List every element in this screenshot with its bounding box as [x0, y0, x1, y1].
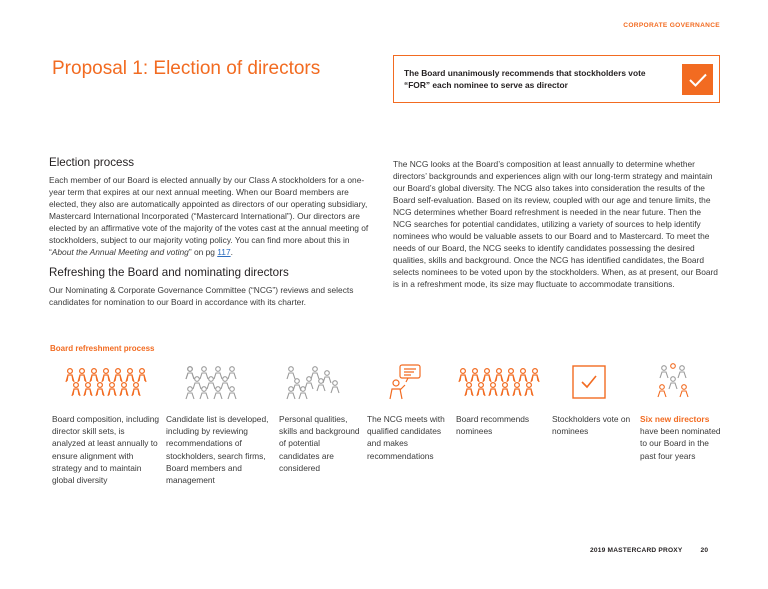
step-7-text: Six new directors have been nominated to our Board in the past four years	[640, 414, 721, 461]
page-title: Proposal 1: Election of directors	[52, 58, 321, 79]
step-1-text: Board composition, including director skill sets, is analyzed at least annually to ensure alignment with strategy and to maintain global diversity	[52, 414, 160, 486]
footer	[590, 547, 708, 554]
footer-doc: 2019 MASTERCARD PROXY	[590, 547, 683, 554]
step-5-text: Board recommends nominees	[456, 414, 530, 437]
recommendation-text: The Board unanimously recommends that stockholders vote “FOR” each nominee to serve as director	[404, 68, 646, 90]
step-7-highlight: Six new directors	[640, 414, 710, 424]
step-3-text: Personal qualities, skills and background of potential candidates are considered	[279, 414, 360, 473]
process-title: Board refreshment process	[50, 344, 155, 353]
refresh-body: Our Nominating & Corporate Governance Committee (“NCG”) reviews and selects candidates for nomination to our Board in accordance with its charter.	[49, 285, 354, 307]
ballot-check-icon	[571, 362, 607, 402]
group-orange-icon	[63, 362, 155, 402]
section-label: CORPORATE GOVERNANCE	[623, 22, 720, 29]
recommendation-box	[393, 55, 720, 103]
group-orange-icon	[456, 362, 548, 402]
group-gray-icon	[183, 362, 243, 402]
right-column	[393, 158, 721, 290]
step-6-text: Stockholders vote on nominees	[552, 414, 631, 437]
presenter-icon	[385, 362, 427, 402]
checkmark-icon	[682, 64, 713, 95]
page-link[interactable]: 117	[217, 247, 231, 257]
step-2-text: Candidate list is developed, including by reviewing recommendations of stockholders, search firms, Board members and management	[166, 414, 269, 486]
refresh-heading: Refreshing the Board and nominating directors	[49, 266, 289, 279]
ncg-body: The NCG looks at the Board’s composition at least annually to determine whether directors’ backgrounds and experiences align with our long-term strategy and maintain our Board’s global diversity. The NCG also takes into consideration the results of the Board self-evaluation. Based on its review, coupled with our age and tenure limits, the NCG determines whether Board refreshment is needed in the near future. Then the NCG searches for potential candidates, utilizing a variety of sources to help identify nominees who would be valuable assets to our Board and to Mastercard. To meet the needs of our Board, the NCG seeks to identify candidates possessing the desired qualities, skills and background. Once the NCG has identified candidates, the Board selects nominees to be voted upon by the stockholders. When, as at present, our Board is in a refreshment mode, its size may fluctuate to accommodate transitions.	[393, 159, 718, 289]
new-directors-icon	[655, 362, 691, 402]
election-heading: Election process	[49, 156, 135, 169]
small-group-gray-icon	[284, 362, 346, 402]
election-body: Each member of our Board is elected annually by our Class A stockholders for a one-year term that expires at our next annual meeting. When our Board members are elected, they also are automatically appointed as directors of our operating subsidiary, Mastercard International Incorporated (“Mastercard International”). Our directors are elected by an affirmative vote of the majority of the votes cast at the annual meeting of stockholders, subject to our majority voting policy. You can find more about this in “About the Annual Meeting and voting” on pg 117.	[49, 175, 369, 257]
step-4-text: The NCG meets with qualified candidates and makes recommendations	[367, 414, 445, 461]
page-number: 20	[700, 547, 709, 554]
left-column	[49, 156, 375, 308]
